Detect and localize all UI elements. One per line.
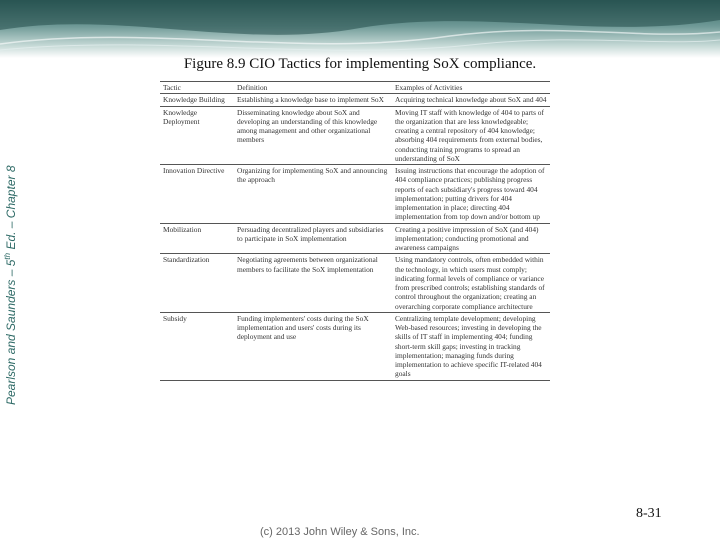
definition-cell: Funding implementers' costs during the SoX implementation and users' costs during its deployment and use — [234, 312, 392, 380]
copyright-footer: (c) 2013 John Wiley & Sons, Inc. — [260, 526, 420, 538]
side-label-superscript: th — [3, 252, 12, 260]
examples-cell: Creating a positive impression of SoX (and 404) implementation; conducting promotional and awareness campaigns — [392, 223, 550, 254]
tactic-cell: Innovation Directive — [160, 165, 234, 224]
examples-cell: Acquiring technical knowledge about SoX and 404 — [392, 94, 550, 106]
tactic-cell: Knowledge Building — [160, 94, 234, 106]
examples-cell: Moving IT staff with knowledge of 404 to parts of the organization that are less knowledgeable; creating a central repository of 404 knowledge; absorbing 404 requirements from external bodies, conducting training programs to spread an understanding of SoX — [392, 106, 550, 165]
examples-cell: Issuing instructions that encourage the adoption of 404 compliance practices; publishing progress reports of each subsidiary's progress toward 404 implementation; putting drivers for 404 implementation in place; directing 404 implementation from top down and/or bottom up — [392, 165, 550, 224]
table-row — [160, 223, 550, 254]
tactic-cell: Subsidy — [160, 312, 234, 380]
tactic-cell: Knowledge Deployment — [160, 106, 234, 165]
definition-cell: Establishing a knowledge base to implement SoX — [234, 94, 392, 106]
table-row — [160, 312, 550, 380]
figure-title: Figure 8.9 CIO Tactics for implementing SoX compliance. — [183, 56, 537, 72]
side-label-suffix: Ed. – Chapter 8 — [4, 165, 18, 253]
examples-cell: Centralizing template development; developing Web-based resources; investing in developing the skills of IT staff in implementing 404; funding short-term skill gaps; investing in tracking implementation; managing funds during implementation to achieve specific IT-related 404 goals — [392, 312, 550, 380]
definition-cell: Disseminating knowledge about SoX and developing an understanding of this knowledge among management and other organizational members — [234, 106, 392, 165]
wave-graphic — [0, 0, 720, 58]
tactics-table — [160, 81, 550, 381]
tactic-cell: Mobilization — [160, 223, 234, 254]
figure-table-container — [160, 81, 550, 524]
table-row — [160, 106, 550, 165]
table-header-row — [160, 82, 550, 94]
definition-cell: Persuading decentralized players and subsidiaries to participate in SoX implementation — [234, 223, 392, 254]
side-label-prefix: Pearlson and Saunders – 5 — [4, 259, 18, 405]
definition-cell: Negotiating agreements between organizational members to facilitate the SoX implementation — [234, 254, 392, 313]
header-decoration — [0, 0, 720, 58]
header-examples: Examples of Activities — [392, 82, 550, 94]
table-row — [160, 165, 550, 224]
examples-cell: Using mandatory controls, often embedded within the technology, in which users must comply; indicating formal levels of compliance or variance from prescribed controls; establishing standards of control throughout the organization; creating an overarching corporate compliance architecture — [392, 254, 550, 313]
side-label — [3, 115, 18, 405]
header-definition: Definition — [234, 82, 392, 94]
tactic-cell: Standardization — [160, 254, 234, 313]
table-row — [160, 254, 550, 313]
definition-cell: Organizing for implementing SoX and announcing the approach — [234, 165, 392, 224]
table-row — [160, 94, 550, 106]
slide-number: 8-31 — [636, 506, 662, 521]
header-tactic: Tactic — [160, 82, 234, 94]
